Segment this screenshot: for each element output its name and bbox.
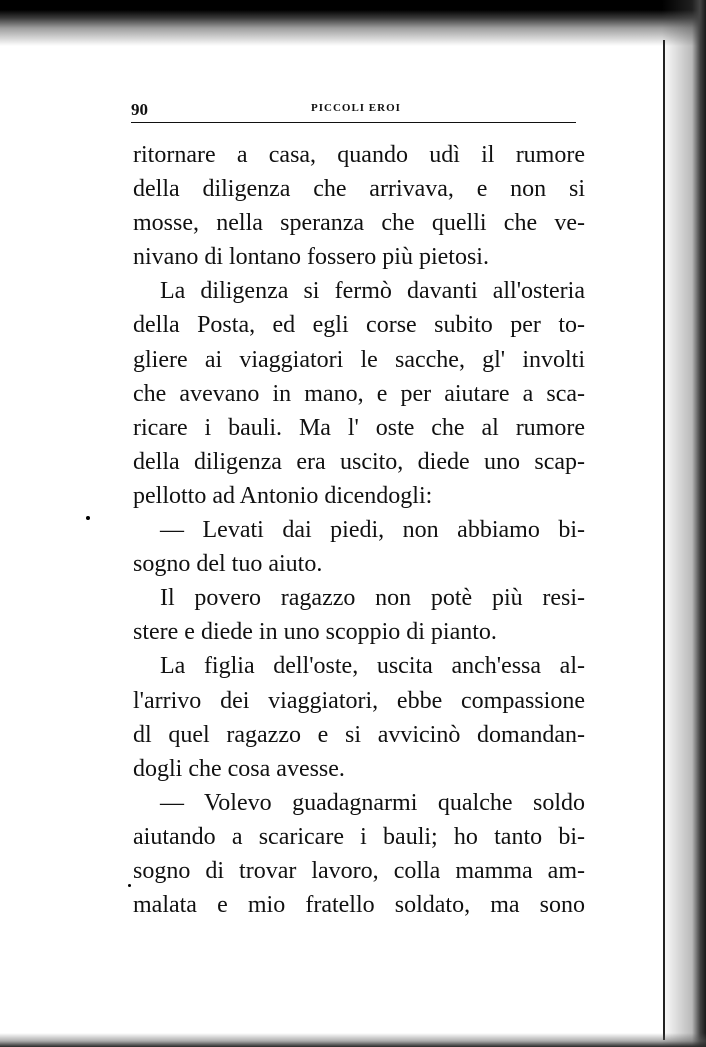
page-edge-line — [663, 40, 665, 1040]
text-line: aiutando a scaricare i bauli; ho tanto bi- — [133, 823, 585, 850]
text-line: Il povero ragazzo non potè più resi- — [160, 585, 585, 612]
text-line: La diligenza si fermò davanti all'osteria — [160, 278, 585, 305]
scan-shadow-top — [0, 0, 706, 46]
text-line: pellotto ad Antonio dicendogli: — [133, 482, 433, 509]
text-line: mosse, nella speranza che quelli che ve- — [133, 210, 585, 237]
ink-speck — [86, 516, 90, 520]
text-line: ritornare a casa, quando udì il rumore — [133, 142, 585, 168]
running-title: PICCOLI EROI — [311, 102, 401, 114]
body-text — [133, 138, 585, 922]
text-line: nivano di lontano fossero più pietosi. — [133, 244, 489, 271]
text-line: — Levati dai piedi, non abbiamo bi- — [160, 517, 585, 544]
text-line: malata e mio fratello soldato, ma sono — [133, 892, 585, 919]
text-line: che avevano in mano, e per aiutare a sca- — [133, 380, 585, 407]
text-line: — Volevo guadagnarmi qualche soldo — [160, 789, 585, 816]
text-line: dogli che cosa avesse. — [133, 755, 345, 782]
text-line: della Posta, ed egli corse subito per to- — [133, 312, 585, 339]
page-header — [131, 98, 576, 123]
ink-speck — [128, 884, 131, 887]
text-line: l'arrivo dei viaggiatori, ebbe compassione — [133, 687, 585, 714]
text-line: della diligenza era uscito, diede uno scap- — [133, 448, 585, 475]
scan-shadow-right — [662, 0, 706, 1047]
text-line: sogno del tuo aiuto. — [133, 551, 323, 578]
scan-shadow-bottom — [0, 1033, 706, 1047]
text-line: dl quel ragazzo e si avvicinò domandan- — [133, 721, 585, 748]
text-line: stere e diede in uno scoppio di pianto. — [133, 619, 497, 646]
text-line: della diligenza che arrivava, e non si — [133, 176, 585, 203]
text-line: La figlia dell'oste, uscita anch'essa al- — [160, 653, 585, 680]
text-line: sogno di trovar lavoro, colla mamma am- — [133, 857, 585, 884]
page-number: 90 — [131, 100, 148, 119]
text-line: gliere ai viaggiatori le sacche, gl' involti — [133, 346, 585, 373]
text-line: ricare i bauli. Ma l' oste che al rumore — [133, 414, 585, 441]
